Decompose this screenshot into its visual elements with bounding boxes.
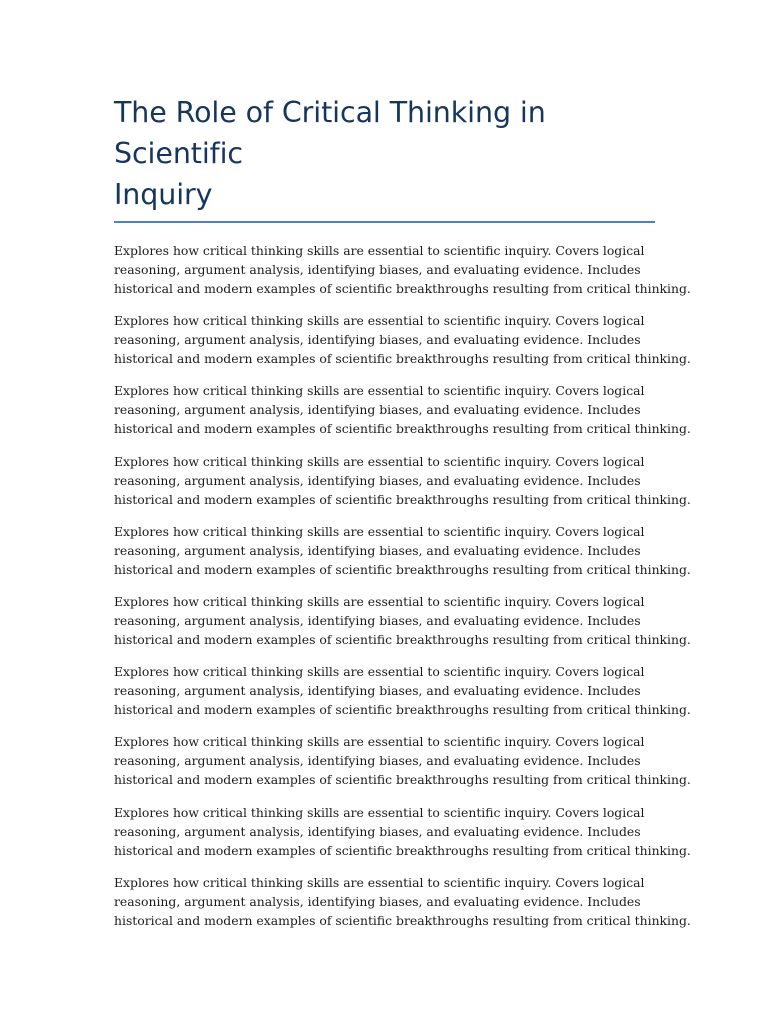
paragraph-line: reasoning, argument analysis, identifying biases, and evaluating evidence. Includes [114,823,641,839]
paragraph-line: reasoning, argument analysis, identifying biases, and evaluating evidence. Includes [114,753,641,769]
paragraph-line: historical and modern examples of scientific breakthroughs resulting from critical thinking. [114,912,691,928]
paragraph-line: reasoning, argument analysis, identifying biases, and evaluating evidence. Includes [114,472,641,488]
paragraph-line: Explores how critical thinking skills are essential to scientific inquiry. Covers logical [114,383,645,399]
paragraph-line: historical and modern examples of scientific breakthroughs resulting from critical thinking. [114,421,691,437]
paragraph-line: Explores how critical thinking skills are essential to scientific inquiry. Covers logical [114,874,645,890]
body-paragraph [114,452,691,509]
paragraph-line: Explores how critical thinking skills are essential to scientific inquiry. Covers logical [114,453,645,469]
paragraph-line: reasoning, argument analysis, identifying biases, and evaluating evidence. Includes [114,893,641,909]
paragraph-line: historical and modern examples of scientific breakthroughs resulting from critical thinking. [114,491,691,507]
paragraph-line: historical and modern examples of scientific breakthroughs resulting from critical thinking. [114,561,691,577]
paragraph-line: reasoning, argument analysis, identifying biases, and evaluating evidence. Includes [114,612,641,628]
body-paragraph [114,662,691,719]
body-paragraph [114,873,691,930]
paragraph-line: historical and modern examples of scientific breakthroughs resulting from critical thinking. [114,702,691,718]
paragraph-line: historical and modern examples of scientific breakthroughs resulting from critical thinking. [114,631,691,647]
body-paragraph [114,592,691,649]
paragraph-line: Explores how critical thinking skills are essential to scientific inquiry. Covers logical [114,313,645,329]
body-paragraph [114,732,691,789]
document-title [114,92,655,221]
paragraph-line: historical and modern examples of scientific breakthroughs resulting from critical thinking. [114,351,691,367]
paragraph-line: Explores how critical thinking skills are essential to scientific inquiry. Covers logical [114,523,645,539]
paragraph-line: historical and modern examples of scientific breakthroughs resulting from critical thinking. [114,281,691,296]
document-content [114,92,691,943]
paragraph-line: reasoning, argument analysis, identifying biases, and evaluating evidence. Includes [114,683,641,699]
paragraph-list [114,241,691,930]
title-line: The Role of Critical Thinking in Scientific [114,96,546,170]
paragraph-line: historical and modern examples of scientific breakthroughs resulting from critical thinking. [114,772,691,788]
paragraph-line: Explores how critical thinking skills are essential to scientific inquiry. Covers logical [114,804,645,820]
body-paragraph [114,803,691,860]
paragraph-line: historical and modern examples of scientific breakthroughs resulting from critical thinking. [114,842,691,858]
title-underline-rule [114,221,655,223]
paragraph-line: reasoning, argument analysis, identifying biases, and evaluating evidence. Includes [114,332,641,348]
body-paragraph [114,311,691,368]
paragraph-line: reasoning, argument analysis, identifying biases, and evaluating evidence. Includes [114,402,641,418]
body-paragraph [114,522,691,579]
paragraph-line: Explores how critical thinking skills are essential to scientific inquiry. Covers logical [114,734,645,750]
paragraph-line: Explores how critical thinking skills are essential to scientific inquiry. Covers logical [114,664,645,680]
paragraph-line: Explores how critical thinking skills are essential to scientific inquiry. Covers logical [114,243,645,258]
body-paragraph [114,241,691,298]
paragraph-line: reasoning, argument analysis, identifying biases, and evaluating evidence. Includes [114,262,641,277]
paragraph-line: reasoning, argument analysis, identifying biases, and evaluating evidence. Includes [114,542,641,558]
title-line: Inquiry [114,178,213,211]
paragraph-line: Explores how critical thinking skills are essential to scientific inquiry. Covers logical [114,593,645,609]
body-paragraph [114,381,691,438]
